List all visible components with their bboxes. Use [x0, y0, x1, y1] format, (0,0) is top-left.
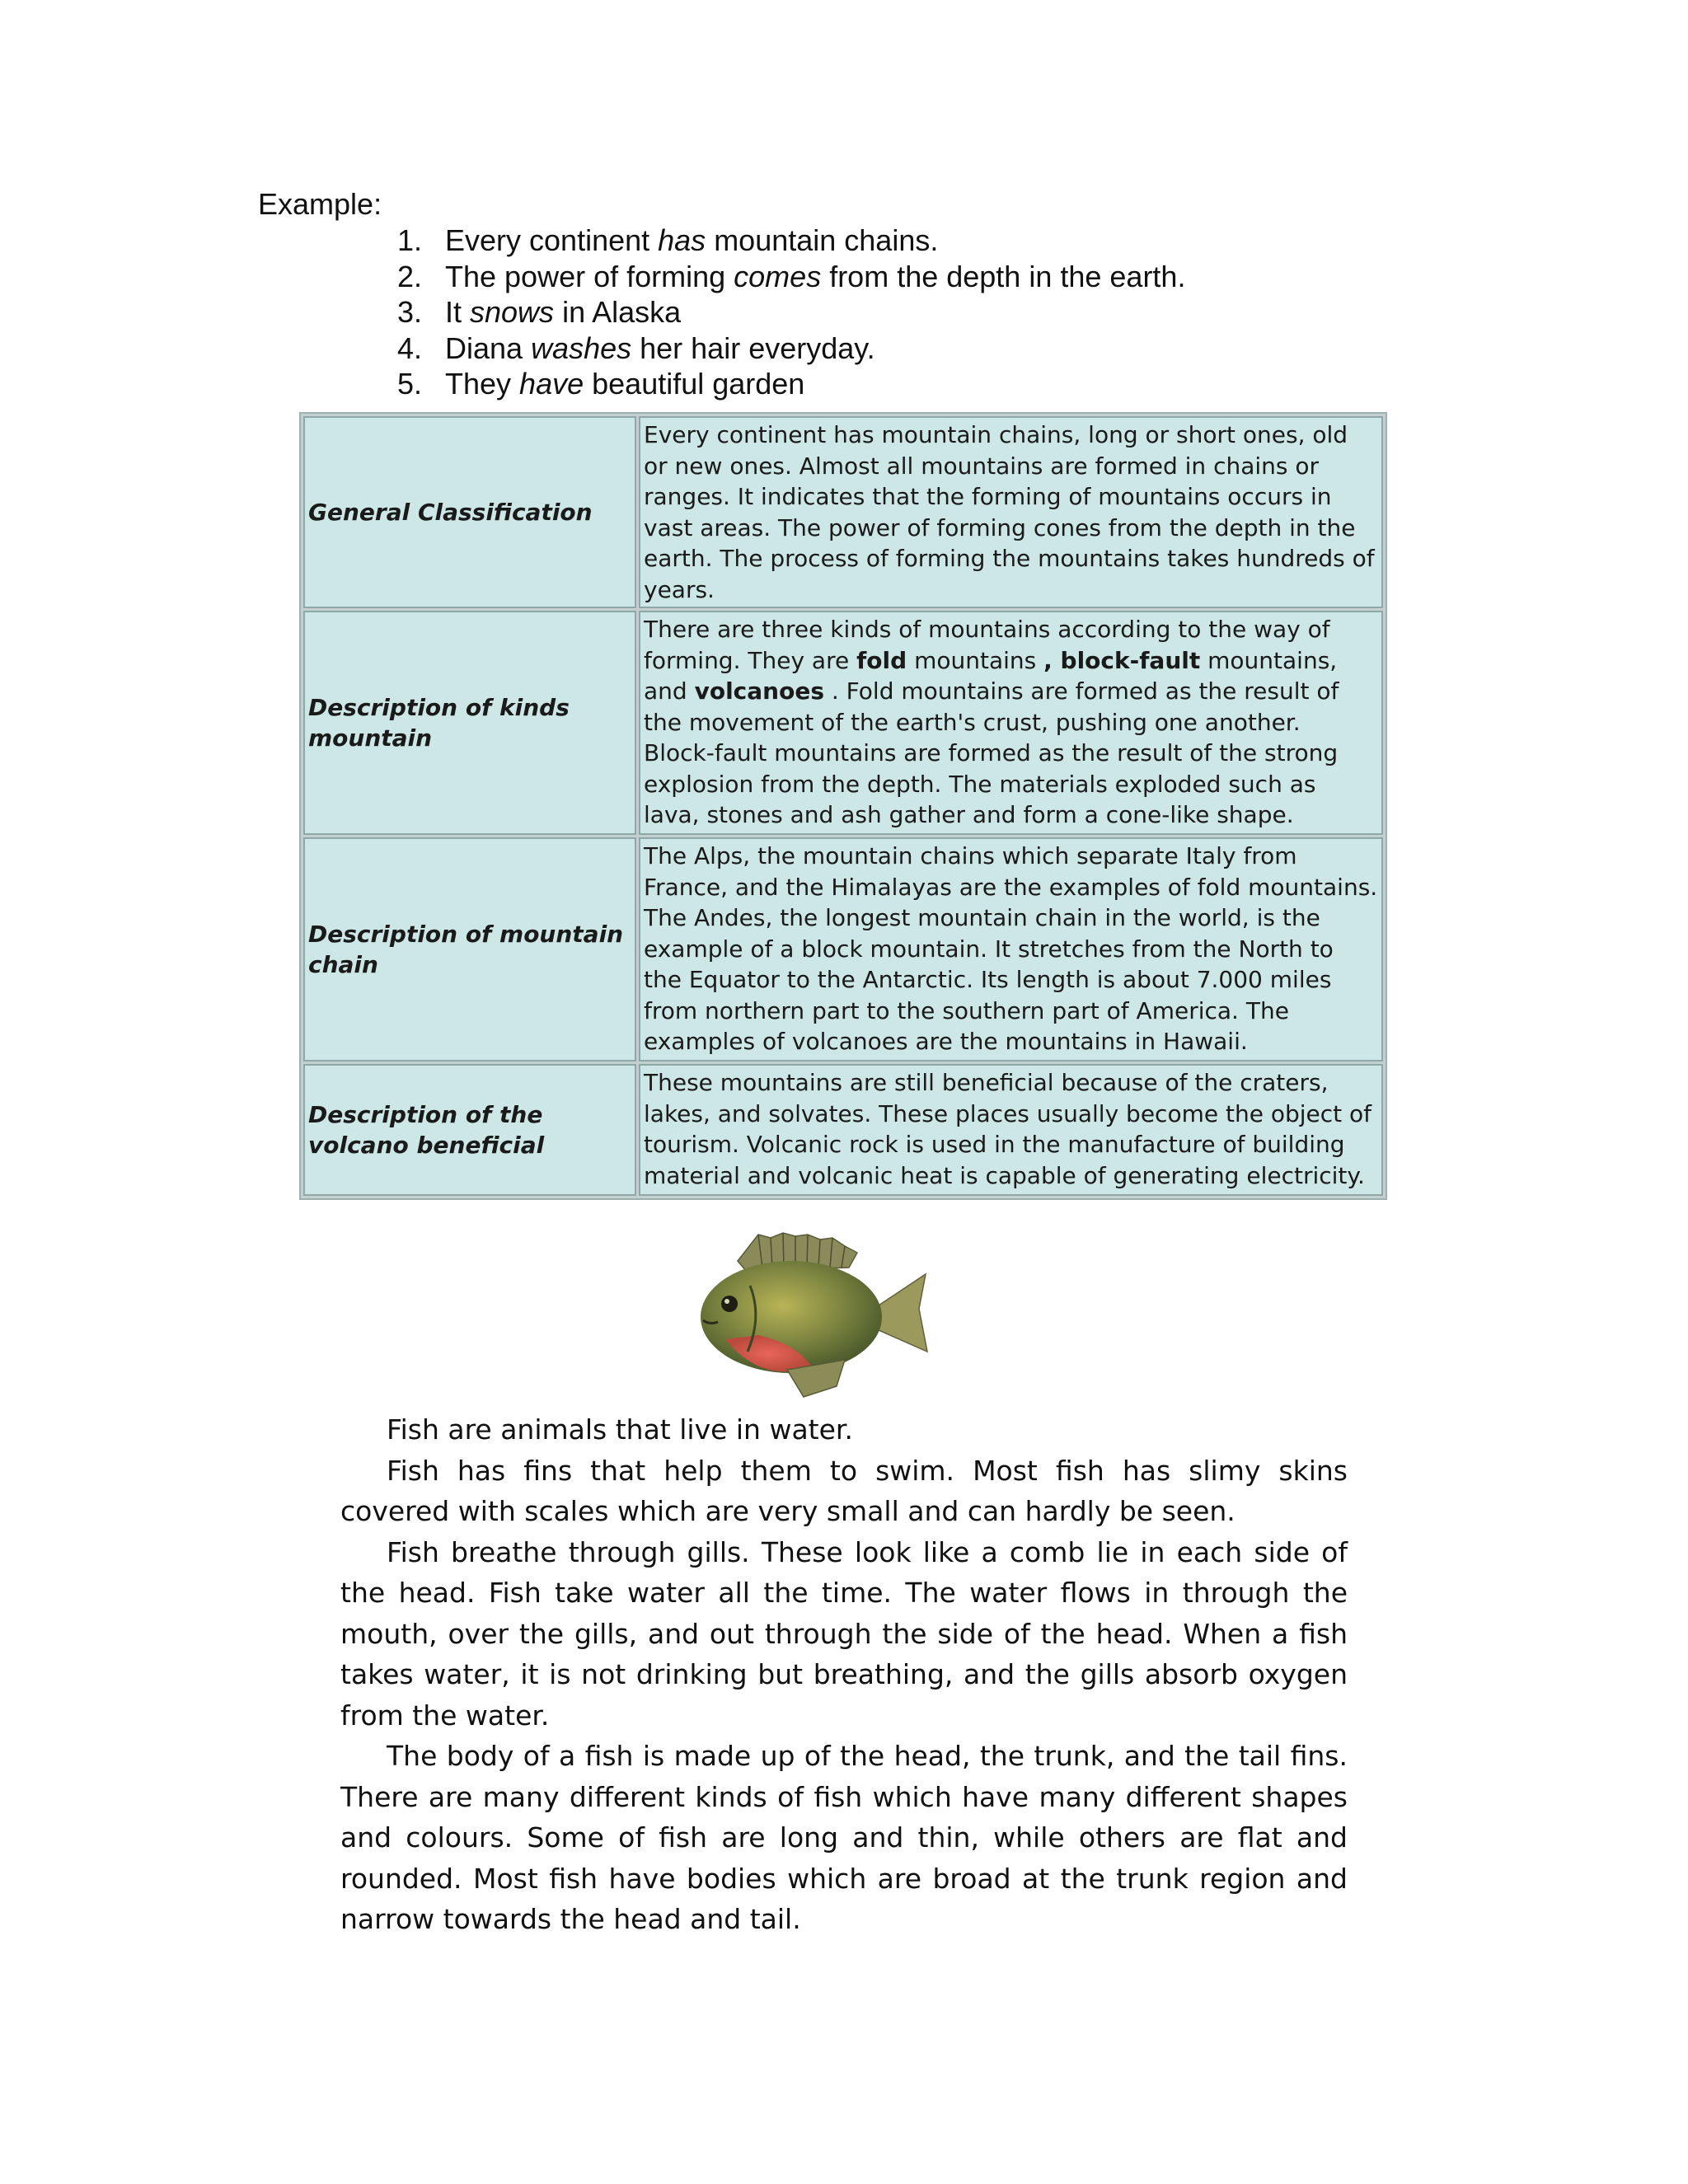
table-row — [303, 416, 1383, 608]
fish-paragraph: Fish breathe through gills. These look like a comb lie in each side of the head. Fish take water all the time. The water flows in through the mouth, over the gills, and out through the side of the head. When a fish takes water, it is not drinking but breathing, and the gills absorb oxygen from the water. — [340, 1535, 1348, 1732]
item-text-pre: They — [445, 367, 520, 401]
item-verb: have — [519, 367, 584, 401]
example-item — [397, 294, 1185, 330]
row-label: Description of kinds mountain — [303, 611, 636, 835]
fish-paragraph: Fish has fins that help them to swim. Most fish has slimy skins covered with scales which are very small and can hardly be seen. — [340, 1454, 1348, 1527]
table-row — [303, 837, 1383, 1062]
row-label: Description of mountain chain — [303, 837, 636, 1062]
desc-text: mountains, and — [644, 646, 1338, 705]
item-number: 5. — [397, 367, 423, 401]
example-list — [397, 223, 1185, 402]
eye-highlight — [724, 1299, 729, 1304]
item-text-pre: The power of forming — [445, 259, 734, 293]
fish-image — [680, 1228, 935, 1401]
item-text-post: beautiful garden — [584, 367, 805, 401]
desc-bold-term: volcanoes — [694, 677, 824, 705]
table-row — [303, 611, 1383, 835]
row-description: These mountains are still beneficial because of the craters, lakes, and solvates. These places usually become the object of tourism. Volcanic rock is used in the manufacture of building material and volcanic heat is capable of generating electricity. — [639, 1064, 1383, 1196]
fish-eye — [721, 1296, 738, 1312]
item-text-post: in Alaska — [554, 295, 682, 329]
example-item — [397, 330, 1185, 367]
example-item — [397, 366, 1185, 402]
item-text-pre: It — [445, 295, 471, 329]
item-verb: comes — [734, 259, 822, 293]
desc-bold-term: fold — [856, 646, 907, 674]
item-text-pre: Diana — [445, 330, 532, 365]
row-description: The Alps, the mountain chains which separate Italy from France, and the Himalayas are the examples of fold mountains. The Andes, the longest mountain chain in the world, is the example of a block mountain. It stretches from the North to the Equator to the Antarctic. Its length is about 7.000 miles from northern part to the southern part of America. The examples of volcanoes are the mountains in Hawaii. — [639, 837, 1383, 1062]
desc-text: There are three kinds of mountains according to the way of forming. They are — [644, 616, 1330, 674]
item-verb: snows — [470, 295, 555, 329]
item-number: 2. — [397, 259, 423, 293]
item-text-post: mountain chains. — [706, 223, 939, 257]
example-item — [397, 259, 1185, 295]
item-text-pre: Every continent — [445, 223, 659, 257]
row-description: Every continent has mountain chains, long or short ones, old or new ones. Almost all mountains are formed in chains or ranges. It indicates that the forming of mountains occurs in vast areas. The power of forming cones from the depth in the earth. The process of forming the mountains takes hundreds of years. — [639, 416, 1383, 608]
row-label: Description of the volcano beneficial — [303, 1064, 636, 1196]
item-number: 4. — [397, 330, 423, 365]
item-number: 1. — [397, 223, 423, 257]
item-number: 3. — [397, 295, 423, 329]
item-text-post: from the depth in the earth. — [821, 259, 1186, 293]
row-label: General Classification — [303, 416, 636, 608]
item-verb: washes — [531, 330, 632, 365]
desc-text: . Fold mountains are formed as the result of the movement of the earth's crust, pushing one another. Block-fault mountains are formed as the result of the strong explosion from the depth. The materials exploded such as lava, stones and ash gather and form a cone-like shape. — [644, 677, 1339, 828]
table-row — [303, 1064, 1383, 1196]
item-text-post: her hair everyday. — [631, 330, 875, 365]
fish-text — [340, 1409, 1348, 1940]
mountain-table — [299, 412, 1387, 1200]
example-item — [397, 223, 1185, 259]
item-verb: has — [658, 223, 706, 257]
example-heading: Example: — [258, 187, 382, 221]
fish-paragraph: Fish are animals that live in water. — [387, 1413, 853, 1446]
desc-text: mountains — [907, 646, 1044, 674]
fish-paragraph: The body of a fish is made up of the head, the trunk, and the tail fins. There are many different kinds of fish which have many different shapes and colours. Some of fish are long and thin, while others are flat and rounded. Most fish have bodies which are broad at the trunk region and narrow towards the head and tail. — [340, 1740, 1348, 1935]
row-description — [639, 611, 1383, 835]
desc-bold-term: , block-fault — [1043, 646, 1201, 674]
